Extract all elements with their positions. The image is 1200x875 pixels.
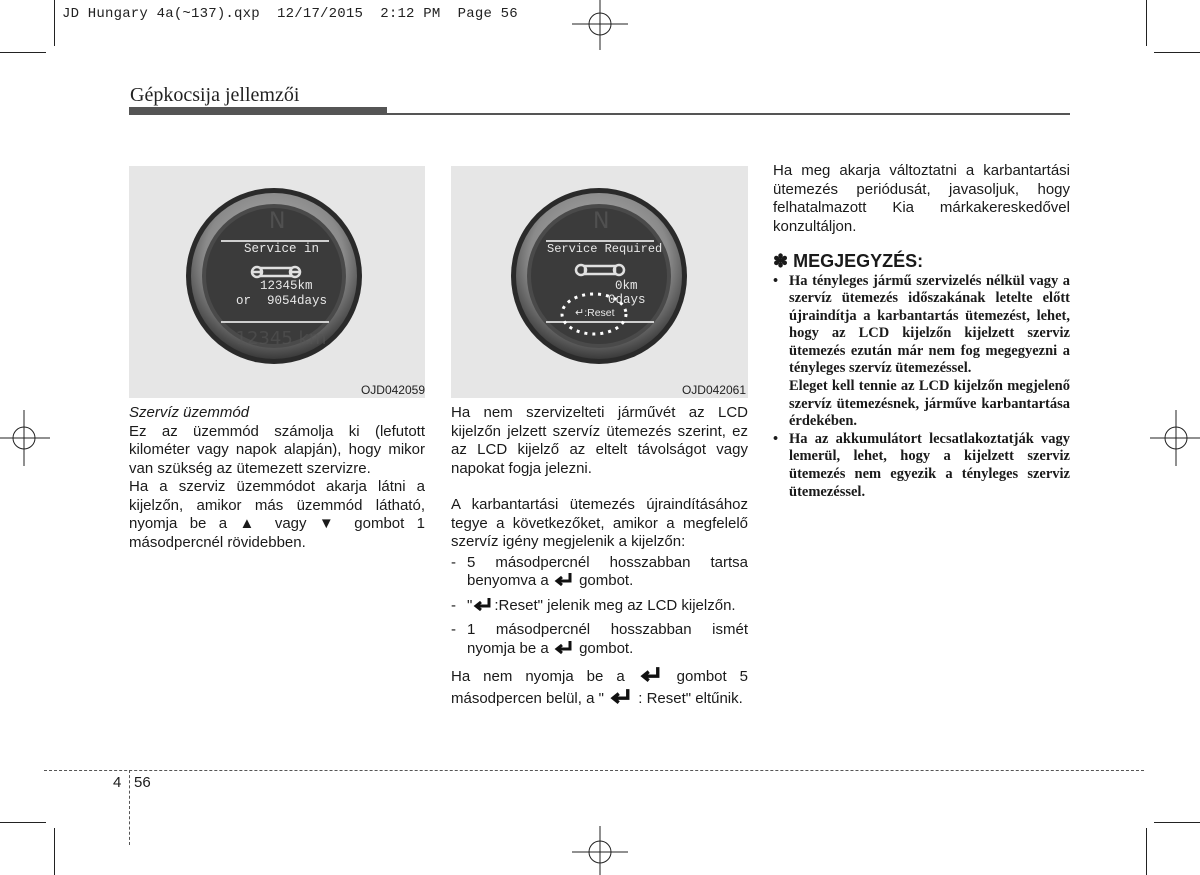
crop-mark (54, 0, 55, 46)
crop-mark (1146, 0, 1147, 46)
enter-icon (553, 572, 575, 588)
enter-icon (608, 688, 634, 706)
text-span: " (467, 596, 473, 614)
note-title: MEGJEGYZÉS: (793, 251, 924, 271)
lcd-km: 0km (615, 279, 638, 293)
text-span: vagy (274, 515, 307, 532)
lcd-km: 12345km (260, 279, 313, 293)
note-star-icon: ✽ (773, 251, 789, 271)
figure-caption: OJD042061 (681, 383, 746, 397)
text-span: gombot. (579, 572, 634, 589)
lcd-reset-label: :Reset (584, 307, 615, 319)
paragraph: A karbantartási ütemezés újraindításához tegye a következőket, amikor a megfelelő szervíz igény megjelenik a kijelzőn: (451, 496, 748, 550)
crop-mark (1146, 828, 1147, 875)
enter-icon (472, 597, 494, 613)
text-span: :Reset" jelenik meg az LCD kijelzőn. (494, 596, 736, 614)
paragraph: Ha nem szervizelteti járművét az LCD kijelzőn jelzett szervíz ütemezés szerint, ez az LCD kijelző az eltelt távolságot vagy napokat fogja jelezni. (451, 404, 748, 477)
crop-mark (0, 52, 46, 53)
title-rule (387, 113, 1070, 115)
figure-service-required (451, 166, 748, 398)
column-3 (773, 162, 1070, 501)
lcd-days: 0days (608, 293, 646, 307)
note-list (773, 273, 1070, 502)
crop-mark (1154, 52, 1200, 53)
chapter-number: 4 (113, 774, 122, 791)
lcd-or: or (236, 294, 252, 308)
lcd-line1: Service in (244, 242, 320, 256)
list-dash: - (451, 553, 456, 571)
paragraph: Ez az üzemmód számolja ki (lefutott kilométer vagy napok alapján), hogy mikor van szükség az ütemezett szervizre. (129, 422, 425, 477)
gauge-illustration (451, 166, 748, 398)
bullet: • (773, 430, 779, 447)
up-arrow-icon: ▲ (239, 515, 263, 532)
column-1 (129, 404, 425, 552)
print-header: JD Hungary 4a(~137).qxp 12/17/2015 2:12 PM Page 56 (62, 6, 518, 22)
section-heading: Szervíz üzemmód (129, 404, 250, 421)
list-item (451, 597, 748, 616)
crop-mark (54, 828, 55, 875)
text-span: gombot 1 másodpercnél rövidebben. (129, 515, 426, 551)
column-2 (451, 404, 748, 710)
registration-mark (1150, 410, 1200, 466)
list-item (451, 554, 748, 591)
text-span: : Reset" eltűnik. (638, 690, 743, 707)
note-text: Eleget kell tennie az LCD kijelzőn megjelenő szervíz ütemezésnek, járműve karbantartása érdekében. (789, 378, 1070, 430)
footer-divider (129, 770, 130, 845)
note-heading (773, 252, 1070, 271)
note-item (773, 431, 1070, 501)
text-span: 5 másodpercnél hosszabban tartsa benyomva a (467, 553, 748, 589)
text-span: gombot 5 másodpercen belül, a " (451, 668, 748, 707)
page-number: 56 (134, 774, 151, 791)
lcd-line1: Service Required (547, 242, 663, 256)
text-span: gombot. (579, 639, 634, 657)
list-dash: - (451, 621, 456, 638)
figure-service-in (129, 166, 425, 398)
paragraph (129, 478, 425, 552)
note-item (773, 273, 1070, 431)
enter-icon: ↵ (575, 307, 585, 319)
crop-mark (0, 822, 46, 823)
note-text: Ha az akkumulátort lecsatlakoztatják vagy lemerül, lehet, hogy a kijelzett szerviz ütemezés nem egyezik a tényleges szerviz ütemezéssel. (789, 430, 1070, 500)
registration-mark (0, 410, 50, 466)
enter-icon (638, 666, 664, 684)
enter-icon (553, 640, 575, 656)
registration-mark (572, 0, 628, 50)
text-span: Ha nem nyomja be a (451, 668, 625, 685)
paragraph: Ha meg akarja változtatni a karbantartási ütemezés periódusát, javasoljuk, hogy felhatalmazott Kia márkakereskedővel konzultáljon. (773, 162, 1070, 235)
svg-text:N: N (593, 209, 610, 234)
lcd-reset (575, 306, 615, 319)
registration-mark (572, 826, 628, 875)
crop-mark (1154, 822, 1200, 823)
paragraph (451, 666, 748, 710)
lcd-days: 9054days (267, 294, 328, 308)
title-bar (129, 107, 387, 115)
note-text: Ha tényleges jármű szervizelés nélkül vagy a szervíz ütemezés időszakának letelte előtt újraindítja a karbantartás ütemezést, lehet, hogy az LCD kijelzőn kijelzett szerviz ütemezés ezután már nem fog megegyezni a tényleges szervíz ütemezéssel. (789, 272, 1070, 377)
footer-rule (44, 770, 1144, 771)
list-dash: - (451, 596, 456, 614)
svg-text:N: N (269, 209, 286, 234)
page-title: Gépkocsija jellemzői (130, 84, 300, 106)
text-span: 1 másodpercnél hosszabban ismét nyomja be a (467, 621, 748, 657)
svg-text:12345 km: 12345 km (235, 328, 327, 349)
bullet: • (773, 272, 779, 289)
figure-caption: OJD042059 (360, 383, 425, 397)
text-span: Ha a szerviz üzemmódot akarja látni a kijelzőn, amikor más üzemmód látható, nyomja be a (129, 478, 425, 532)
list-item (451, 621, 748, 658)
down-arrow-icon: ▼ (318, 515, 342, 532)
